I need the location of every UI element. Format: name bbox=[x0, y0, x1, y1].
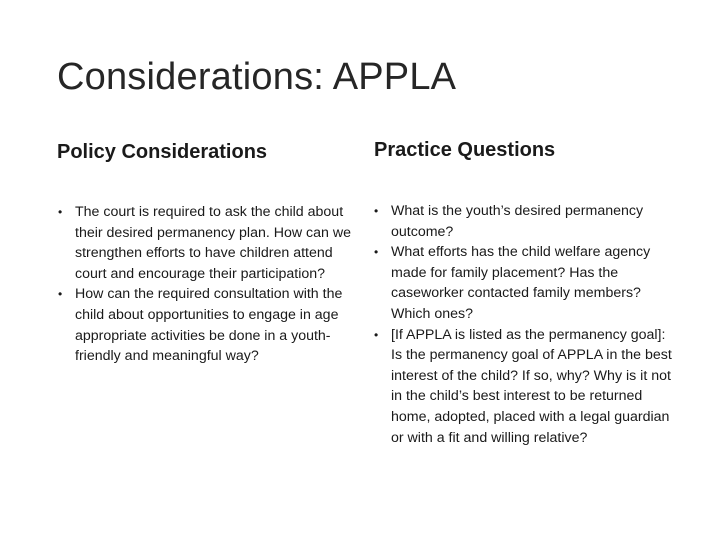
bullet-icon: • bbox=[374, 245, 379, 260]
list-item bbox=[373, 325, 673, 449]
bullet-icon: • bbox=[58, 287, 63, 302]
list-item bbox=[57, 202, 357, 284]
policy-item-text: How can the required consultation with the child about opportunities to engage in age appropriate activities be done in a youth-friendly and meaningful way? bbox=[75, 286, 343, 365]
list-item bbox=[57, 284, 357, 366]
bullet-icon: • bbox=[58, 205, 63, 219]
slide-title: Considerations: APPLA bbox=[57, 56, 457, 98]
bullet-icon: • bbox=[374, 327, 379, 342]
policy-considerations-heading: Policy Considerations bbox=[57, 141, 268, 163]
practice-questions-list bbox=[373, 201, 673, 448]
practice-item-text: [If APPLA is listed as the permanency goal]: Is the permanency goal of APPLA in the best interest of the child? If so, why? Why is it not in the child’s best interest to be returned home, adopted, placed with a legal guardian or with a fit and willing relative? bbox=[391, 326, 672, 446]
list-item bbox=[373, 201, 673, 242]
policy-considerations-list bbox=[57, 202, 357, 367]
practice-item-text: What is the youth’s desired permanency outcome? bbox=[391, 203, 644, 240]
list-item bbox=[373, 242, 673, 324]
bullet-icon: • bbox=[374, 204, 379, 218]
practice-questions-heading: Practice Questions bbox=[374, 139, 556, 161]
practice-item-text: What efforts has the child welfare agency made for family placement? Has the caseworker contacted family members? Which ones? bbox=[391, 244, 651, 322]
policy-item-text: The court is required to ask the child about their desired permanency plan. How can we strengthen efforts to have children attend court and encourage their participation? bbox=[75, 204, 352, 282]
